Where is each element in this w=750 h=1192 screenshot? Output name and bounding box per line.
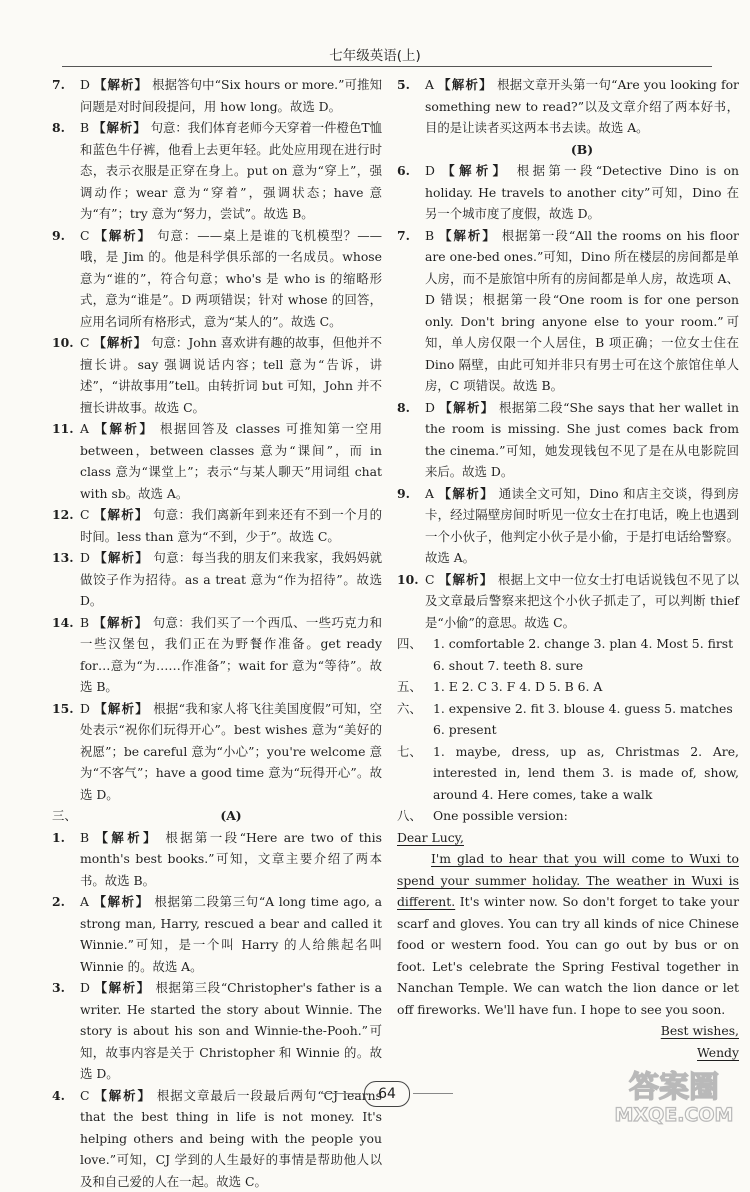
answer-letter: A	[425, 77, 434, 92]
section-label: 五、	[397, 676, 433, 698]
answer-item	[52, 74, 382, 117]
analysis-text: 根据第一段“Detective Dino is on holiday. He travels to another city”可知，Dino 在另一个城市度了度假，故选 D。	[425, 163, 739, 221]
answer-item	[52, 504, 382, 547]
answer-number: 2.	[52, 891, 80, 977]
writing-section	[397, 805, 739, 1063]
answer-item	[52, 977, 382, 1085]
answer-explanation	[425, 160, 739, 225]
page-header-title: 七年级英语(上)	[0, 44, 750, 64]
watermark-logo	[604, 1063, 744, 1125]
answer-letter: D	[425, 400, 435, 415]
analysis-text: 根据文章最后一段最后两句“CJ learns that the best thing in life is not money. It's helping others and being with the people you love.”可知，CJ 学到的人生最好的事情是帮助他人以及和自己爱的人在一起。故选 C。	[80, 1088, 382, 1189]
fill-answers: 6. shout 7. teeth 8. sure	[433, 655, 739, 677]
analysis-tag: 【解析】	[438, 486, 494, 501]
answer-letter: C	[80, 335, 89, 350]
answer-letter: A	[425, 486, 434, 501]
answer-number: 3.	[52, 977, 80, 1085]
letter-body-rest: It's winter now. So don't forget to take your scarf and gloves. You can try all kinds of nice Chinese food or western food. You can go out by bus or on foot. Let's celebrate the Spring Festival together in Nanchan Temple. We can watch the lion dance or let off fireworks. We'll have fun. I hope to see you soon.	[397, 894, 739, 1017]
fill-answer-line	[397, 741, 739, 806]
answer-letter: D	[80, 550, 90, 565]
writing-intro-line	[397, 805, 739, 827]
answer-number: 9.	[397, 483, 425, 569]
answer-letter: A	[80, 421, 89, 436]
analysis-tag: 【解析】	[93, 120, 147, 135]
analysis-tag: 【解析】	[94, 1088, 152, 1103]
fill-answers: 6. present	[433, 719, 739, 741]
fill-answer-line	[397, 676, 739, 698]
fill-answers: 1. E 2. C 3. F 4. D 5. B 6. A	[433, 676, 739, 698]
writing-intro: One possible version:	[433, 805, 568, 827]
answer-number: 10.	[52, 332, 80, 418]
answer-letter: B	[425, 228, 434, 243]
answer-explanation	[80, 225, 382, 333]
analysis-text: 根据第一段“Here are two of this month's best books.”可知，文章主要介绍了两本书。故选 B。	[80, 830, 382, 888]
writing-label: 八、	[397, 805, 433, 827]
section-3-subtitle: (A)	[80, 805, 382, 827]
answer-item	[397, 483, 739, 569]
analysis-text: 通读全文可知，Dino 和店主交谈，得到房卡，经过隔壁房间时听见一位女士在打电话，晚上也遇到一个小伙子，他判定小伙子是小偷，于是打电话给警察。故选 A。	[425, 486, 739, 566]
answer-letter: C	[80, 228, 89, 243]
letter-closing: Best wishes,	[397, 1020, 739, 1042]
fill-answers: 1. maybe, dress, up as, Christmas 2. Are, interested in, lend them 3. is made of, show, around 4. Here comes, take a walk	[433, 741, 739, 806]
analysis-text: 根据第三段“Christopher's father is a writer. He started the story about Winnie. The story is about his son and Winnie-the-Pooh.”可知，故事内容是关于 Christopher 和 Winnie 的。故选 D。	[80, 980, 382, 1081]
answer-number: 10.	[397, 569, 425, 634]
answer-explanation	[425, 397, 739, 483]
left-answer-list	[52, 74, 382, 805]
analysis-text: 句意：——桌上是谁的飞机模型？——哦，是 Jim 的。他是科学俱乐部的一名成员。whose 意为“谁的”，符合句意；who's 是 who is 的缩略形式，意为“谁是”。D 两项错误；针对 whose 的回答，应用名词所有格形式，意为“某人的”。故选 C。	[80, 228, 382, 329]
analysis-text: 根据文章开头第一句“Are you looking for something new to read?”以及文章介绍了两本好书，目的是让读者买这两本书去读。故选 A。	[425, 77, 739, 135]
analysis-text: 句意：我们离新年到来还有不到一个月的时间。less than 意为“不到，少于”。故选 C。	[80, 507, 382, 544]
answer-number: 15.	[52, 698, 80, 806]
header-rule	[62, 66, 712, 67]
analysis-text: 根据回答及 classes 可推知第一空用 between，between classes 意为“课间”，而 in class 意为“课堂上”；表示“与某人聊天”用词组 chat with sb。故选 A。	[80, 421, 382, 501]
fill-answer-line	[397, 719, 739, 741]
answer-letter: B	[80, 120, 89, 135]
fill-answers: 1. expensive 2. fit 3. blouse 4. guess 5. matches	[433, 698, 739, 720]
answer-item	[52, 827, 382, 892]
section-b-heading	[397, 139, 739, 161]
analysis-tag: 【解析】	[94, 507, 149, 522]
answer-explanation	[425, 569, 739, 634]
fill-answer-line	[397, 655, 739, 677]
answer-number: 11.	[52, 418, 80, 504]
letter-body-underlined: I'm glad to hear that you will come to Wuxi to spend your summer holiday. The weather in Wuxi is different.	[397, 851, 739, 909]
fill-answer-line	[397, 698, 739, 720]
analysis-text: 根据答句中“Six hours or more.”可推知问题是对时间段提问，用 how long。故选 D。	[80, 77, 382, 114]
answer-letter: C	[80, 1088, 89, 1103]
section-label: 四、	[397, 633, 433, 655]
answer-item	[52, 332, 382, 418]
analysis-tag: 【解析】	[439, 400, 494, 415]
answer-item	[397, 397, 739, 483]
answer-explanation	[80, 332, 382, 418]
answer-item	[52, 891, 382, 977]
answer-letter: A	[80, 894, 89, 909]
analysis-tag: 【解析】	[94, 228, 152, 243]
answer-item	[52, 547, 382, 612]
answer-number: 14.	[52, 612, 80, 698]
analysis-text: 根据第二段“She says that her wallet in the room is missing. She just comes back from the cinema.”可知，她发现钱包不见了是在从电影院回来后。故选 D。	[425, 400, 739, 480]
page-number: 64	[364, 1081, 410, 1107]
answer-number: 7.	[397, 225, 425, 397]
answer-number: 9.	[52, 225, 80, 333]
answer-item	[397, 74, 739, 139]
section-b-subtitle: (B)	[425, 139, 739, 161]
analysis-text: 句意：John 喜欢讲有趣的故事，但他并不擅长讲。say 强调说话内容；tell 意为“告诉，讲述”，“讲故事用”tell。由转折词 but 可知，John 并不擅长讲故事。故选 C。	[80, 335, 382, 415]
answer-explanation	[80, 117, 382, 225]
answer-explanation	[80, 891, 382, 977]
answer-letter: D	[425, 163, 435, 178]
analysis-text: 句意：每当我的朋友们来我家，我妈妈就做饺子作为招待。as a treat 意为“作为招待”。故选 D。	[80, 550, 382, 608]
answer-number: 7.	[52, 74, 80, 117]
section-3-heading	[52, 805, 382, 827]
answer-letter: D	[80, 980, 90, 995]
section-label: 六、	[397, 698, 433, 720]
answer-item	[52, 418, 382, 504]
fill-in-sections	[397, 633, 739, 805]
answer-item	[52, 698, 382, 806]
analysis-tag: 【解析】	[94, 701, 149, 716]
answer-letter: C	[80, 507, 89, 522]
analysis-tag: 【解析】	[93, 615, 148, 630]
analysis-text: 根据“我和家人将飞往美国度假”可知，空处表示“祝你们玩得开心”。best wishes 意为“美好的祝愿”；be careful 意为“小心”；you're welcome 意为“不客气”；have a good time 意为“玩得开心”。故选 D。	[80, 701, 382, 802]
right-answer-list-b	[397, 160, 739, 633]
analysis-tag: 【解析】	[438, 77, 493, 92]
answer-letter: B	[80, 615, 89, 630]
answer-item	[397, 569, 739, 634]
analysis-tag: 【解析】	[94, 894, 150, 909]
answer-item	[52, 225, 382, 333]
letter-signature: Wendy	[397, 1042, 739, 1064]
answer-explanation	[425, 74, 739, 139]
answer-explanation	[425, 483, 739, 569]
watermark-domain: MXQE.COM	[615, 1104, 734, 1125]
answer-explanation	[80, 547, 382, 612]
answer-explanation	[80, 827, 382, 892]
left-column	[52, 74, 382, 1192]
analysis-text: 句意：我们体育老师今天穿着一件橙色T恤和蓝色牛仔裤，他看上去更年轻。此处应用现在进行时态，表示衣服是正穿在身上。put on 意为“穿上”，强调动作；wear 意为“穿着”，强调状态；have 意为“有”；try 意为“努力，尝试”。故选 B。	[80, 120, 382, 221]
analysis-tag: 【解析】	[95, 421, 155, 436]
analysis-text: 句意：我们买了一个西瓜、一些巧克力和一些汉堡包，我们正在为野餐作准备。get ready for…意为“为……作准备”；wait for 意为“等待”。故选 B。	[80, 615, 382, 695]
analysis-tag: 【解析】	[439, 572, 494, 587]
answer-explanation	[80, 977, 382, 1085]
answer-number: 13.	[52, 547, 80, 612]
answer-number: 6.	[397, 160, 425, 225]
answer-letter: B	[80, 830, 89, 845]
right-column	[397, 74, 739, 1063]
answer-number: 1.	[52, 827, 80, 892]
watermark-brand: 答案圈	[629, 1070, 719, 1105]
answer-number: 5.	[397, 74, 425, 139]
answer-number: 8.	[52, 117, 80, 225]
answer-item	[397, 160, 739, 225]
analysis-text: 根据上文中一位女士打电话说钱包不见了以及文章最后警察来把这个小伙子抓走了，可以判断 thief 是“小偷”的意思。故选 C。	[425, 572, 739, 630]
letter-salutation: Dear Lucy,	[397, 827, 739, 849]
analysis-text: 根据第二段第三句“A long time ago, a strong man, Harry, rescued a bear and called it Winnie.”可知，是一个叫 Harry 的人给熊起名叫 Winnie 的。故选 A。	[80, 894, 382, 974]
answer-explanation	[425, 225, 739, 397]
analysis-tag: 【解析】	[94, 77, 148, 92]
answer-item	[397, 225, 739, 397]
answer-explanation	[80, 698, 382, 806]
analysis-tag: 【解析】	[96, 830, 159, 845]
answer-explanation	[80, 1085, 382, 1192]
answer-letter: D	[80, 701, 90, 716]
analysis-tag: 【解析】	[94, 550, 149, 565]
answer-explanation	[80, 418, 382, 504]
answer-item	[52, 1085, 382, 1192]
answer-number: 8.	[397, 397, 425, 483]
section-label: 七、	[397, 741, 433, 806]
answer-letter: D	[80, 77, 90, 92]
answer-explanation	[80, 74, 382, 117]
answer-explanation	[80, 504, 382, 547]
analysis-text: 根据第一段“All the rooms on his floor are one-bed ones.”可知，Dino 所在楼层的房间都是单人房，而不是旅馆中所有的房间都是单人房，故选项 A、D 错误；根据第一段“One room is for one person only. Don't bring anyone else to your room.”可知，单人房仅限一个人居住，B 项正确；一位女士住在 Dino 隔壁，由此可知并非只有男士可在这个旅馆住单人房，C 项错误。故选 B。	[425, 228, 739, 394]
answer-number: 12.	[52, 504, 80, 547]
answer-number: 4.	[52, 1085, 80, 1192]
analysis-tag: 【解析】	[439, 228, 497, 243]
section-3-answer-list	[52, 827, 382, 1192]
analysis-tag: 【解析】	[442, 163, 509, 178]
letter-body	[397, 848, 739, 1020]
analysis-tag: 【解析】	[95, 980, 151, 995]
answer-item	[52, 612, 382, 698]
analysis-tag: 【解析】	[93, 335, 147, 350]
answer-item	[52, 117, 382, 225]
answer-explanation	[80, 612, 382, 698]
fill-answer-line	[397, 633, 739, 655]
right-answer-list-a	[397, 74, 739, 139]
answer-letter: C	[425, 572, 434, 587]
section-3-mark: 三、	[52, 805, 80, 827]
fill-answers: 1. comfortable 2. change 3. plan 4. Most 5. first	[433, 633, 739, 655]
